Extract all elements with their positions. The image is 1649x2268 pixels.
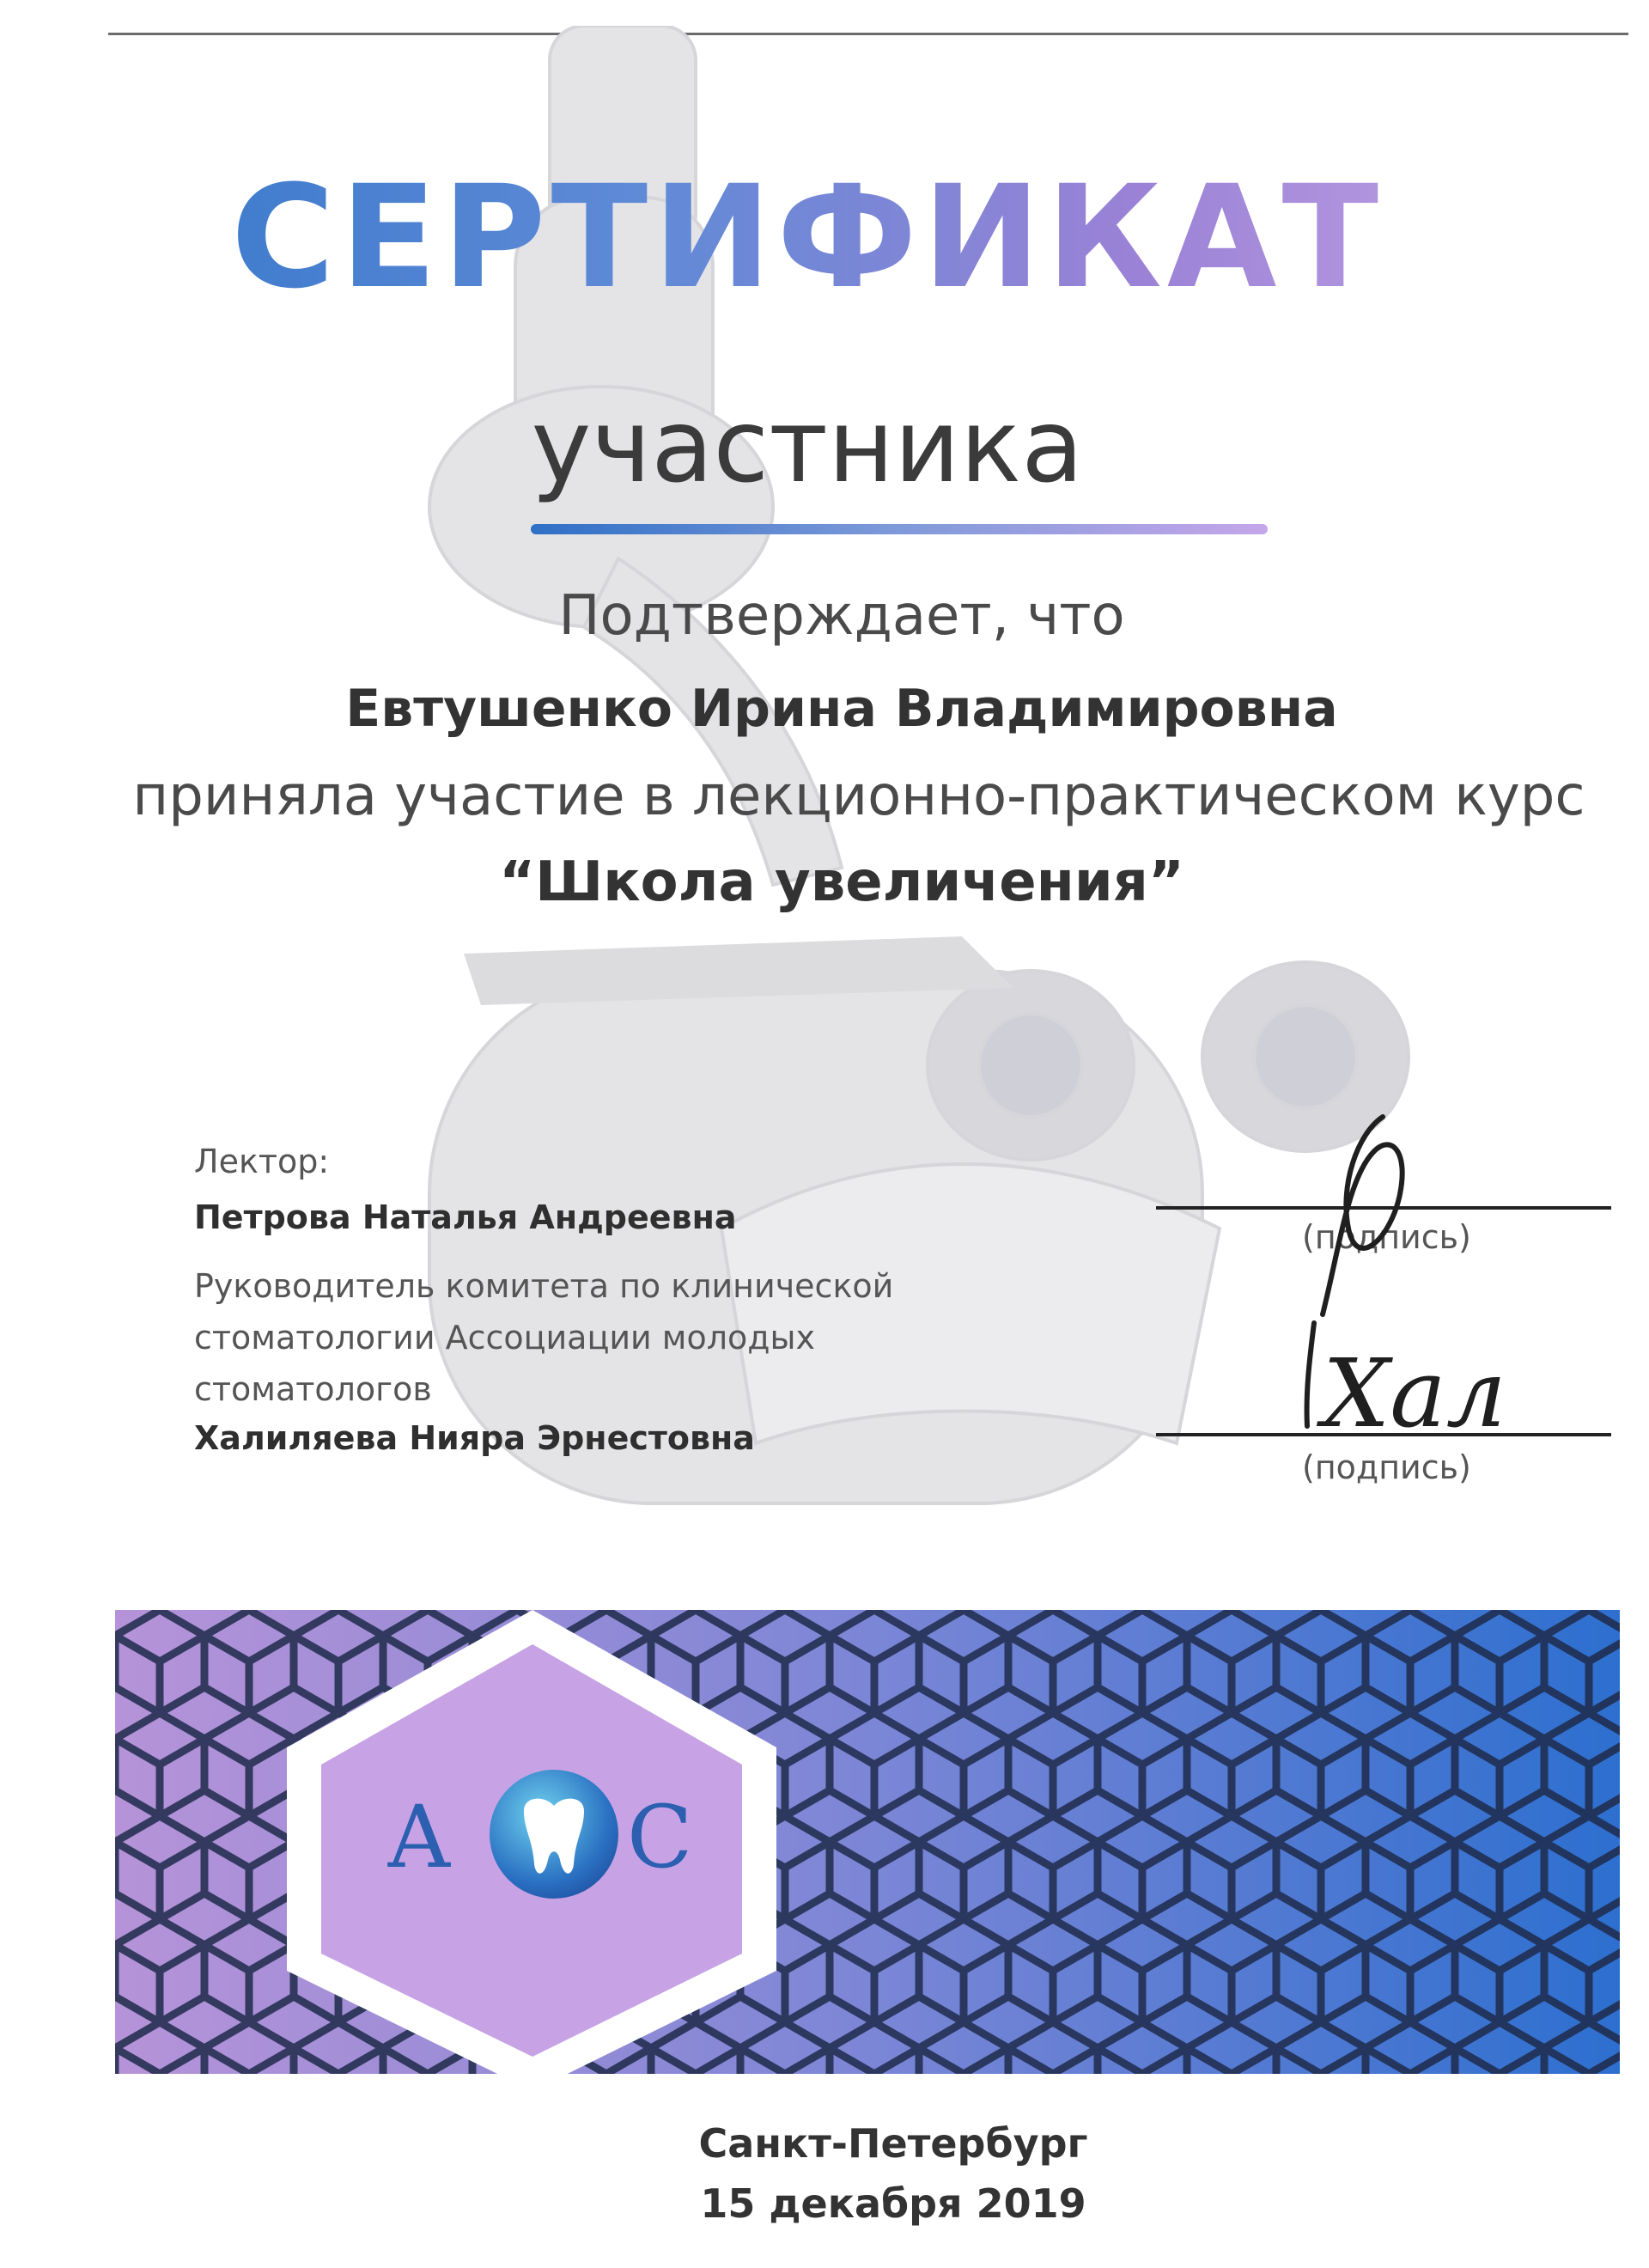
head-position-line1: Руководитель комитета по клинической [194, 1267, 894, 1305]
lecturer-name: Петрова Наталья Андреевна [194, 1198, 737, 1236]
footer-date: 15 декабря 2019 [700, 2180, 1086, 2227]
participant-name: Евтушенко Ирина Владимировна [345, 679, 1338, 739]
logo-letter-left: А [386, 1787, 452, 1887]
logo [369, 1770, 696, 1924]
certificate-title: СЕРТИФИКАТ [0, 155, 1632, 320]
title-divider [531, 524, 1268, 534]
signature-label-1: (подпись) [1302, 1218, 1471, 1256]
course-description: приняла участие в лекционно-практическом курс [132, 765, 1585, 828]
signature-mark-1 [1288, 1100, 1460, 1323]
tooth-icon [490, 1770, 618, 1899]
signature-label-2: (подпись) [1302, 1448, 1471, 1486]
decorative-pattern-banner [115, 1610, 1620, 2074]
signature-mark-2 [1297, 1314, 1555, 1478]
head-name: Халиляева Нияра Эрнестовна [194, 1419, 755, 1457]
head-position-line2: стоматологии Ассоциации молодых [194, 1319, 816, 1357]
course-name: “Школа увеличения” [499, 850, 1184, 914]
footer-city: Санкт-Петербург [698, 2120, 1088, 2167]
confirms-text: Подтверждает, что [558, 584, 1125, 648]
certificate-subtitle: участника [531, 387, 1084, 505]
lecturer-label: Лектор: [194, 1143, 330, 1180]
logo-letter-right: С [627, 1787, 693, 1887]
head-position-line3: стоматологов [194, 1370, 432, 1408]
svg-text:Хал: Хал [1323, 1338, 1506, 1448]
